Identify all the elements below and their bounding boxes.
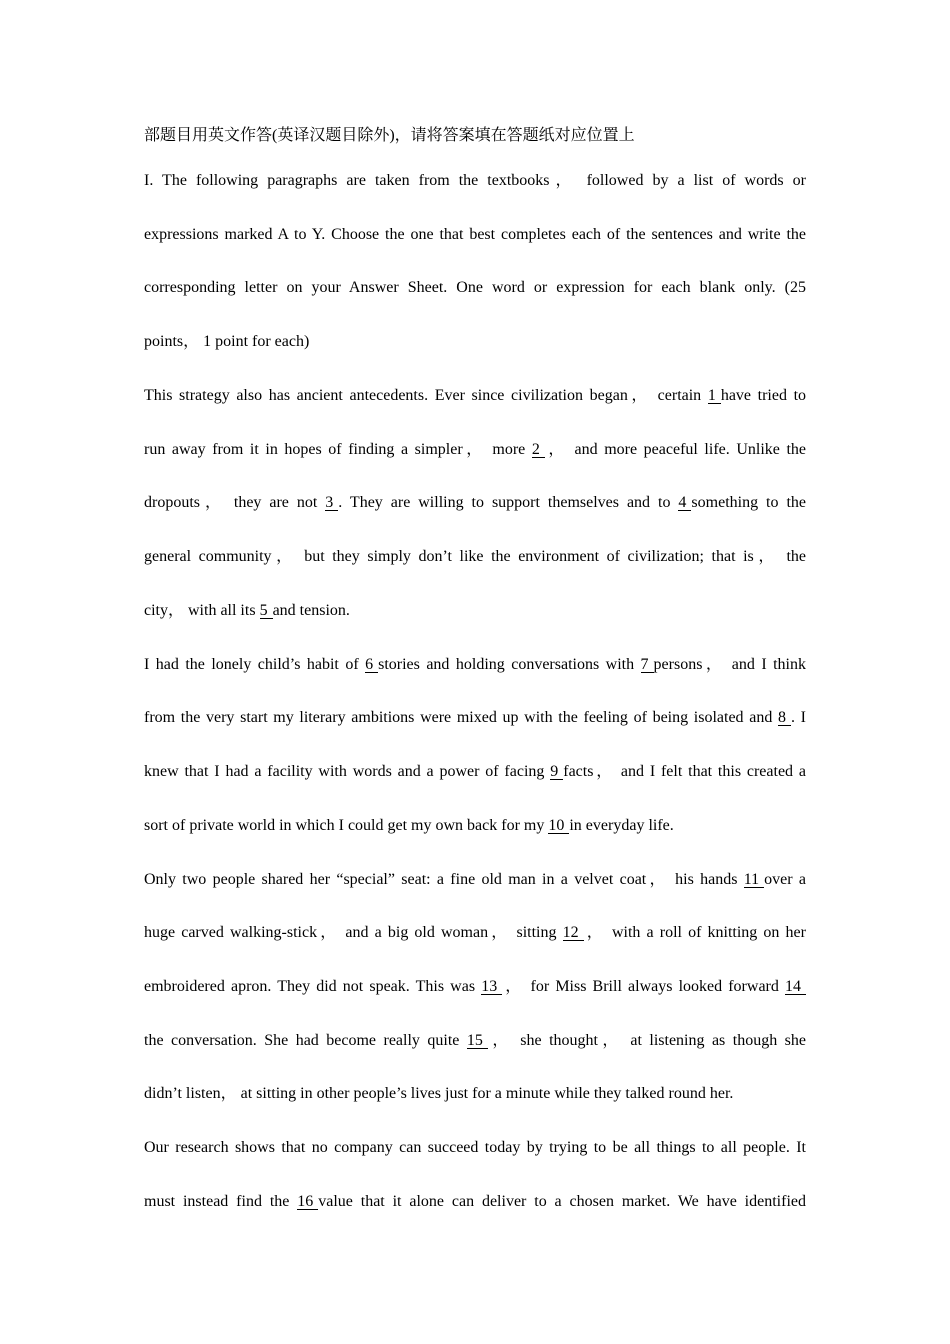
text-line — [144, 530, 806, 584]
text-line — [144, 906, 806, 960]
text-run: and tension. — [272, 601, 350, 619]
document-body — [144, 154, 806, 1229]
text-run: didn’t listen， at sitting in other people’s lives just for a minute while they talked round her. — [144, 1085, 734, 1103]
text-run: value that it alone can deliver to a chosen market. We have identified — [318, 1192, 806, 1210]
text-line — [144, 154, 806, 208]
text-line — [144, 691, 806, 745]
blank-number: 10 — [548, 818, 569, 834]
text-run: knew that I had a facility with words and a power of facing — [144, 763, 551, 781]
text-line — [144, 369, 806, 423]
text-run: ， she thought， at listening as though she — [487, 1031, 806, 1049]
blank-number: 11 — [744, 872, 764, 888]
text-run: general community， but they simply don’t like the environment of civilization; that is， the — [144, 548, 806, 566]
text-line — [144, 1175, 806, 1229]
text-run: stories and holding conversations with — [378, 655, 641, 673]
text-line — [144, 261, 806, 315]
text-run: ， for Miss Brill always looked forward — [502, 978, 785, 996]
text-run: persons， and I think — [653, 655, 806, 673]
paragraph-4 — [144, 853, 806, 1122]
text-run: corresponding letter on your Answer Sheet. One word or expression for each blank only. (25 — [144, 279, 806, 297]
text-line — [144, 1014, 806, 1068]
blank-number: 1 — [708, 388, 721, 404]
text-run: the conversation. She had become really quite — [144, 1031, 467, 1049]
blank-number: 6 — [365, 657, 378, 673]
blank-number: 12 — [563, 925, 584, 941]
text-run: dropouts， they are not — [144, 494, 326, 512]
text-run: Our research shows that no company can succeed today by trying to be all things to all people. It — [144, 1139, 806, 1157]
blank-number: 2 — [532, 442, 545, 458]
text-line — [144, 853, 806, 907]
text-run: I. The following paragraphs are taken from the textbooks， followed by a list of words or — [144, 172, 806, 189]
text-line — [144, 315, 806, 369]
text-run: must instead find the — [144, 1192, 298, 1210]
blank-number: 5 — [260, 603, 273, 619]
text-run: sort of private world in which I could get my own back for my — [144, 816, 549, 834]
text-line — [144, 799, 806, 853]
text-run: points， 1 point for each) — [144, 333, 310, 351]
text-run: in everyday life. — [569, 816, 674, 834]
blank-number: 15 — [467, 1033, 488, 1049]
blank-number: 9 — [550, 764, 563, 780]
text-run: facts， and I felt that this created a — [563, 763, 806, 781]
text-run: I had the lonely child’s habit of — [144, 655, 366, 673]
text-run: embroidered apron. They did not speak. This was — [144, 978, 482, 996]
text-line — [144, 423, 806, 477]
text-run: city， with all its — [144, 601, 260, 619]
text-line — [144, 1067, 806, 1121]
text-run: . I — [791, 709, 806, 727]
text-line — [144, 584, 806, 638]
blank-number: 13 — [481, 979, 502, 995]
text-line — [144, 745, 806, 799]
text-run: have tried to — [720, 386, 806, 404]
instruction-header: 部题目用英文作答(英译汉题目除外)，请将答案填在答题纸对应位置上 — [144, 127, 635, 144]
text-run: run away from it in hopes of finding a simpler， more — [144, 440, 532, 458]
blank-number: 7 — [641, 657, 654, 673]
text-run: something to the — [691, 494, 806, 512]
text-run: Only two people shared her “special” seat: a fine old man in a velvet coat， his hands — [144, 870, 744, 888]
text-run: ， and more peaceful life. Unlike the — [544, 440, 806, 458]
paragraph-3 — [144, 638, 806, 853]
blank-number: 14 — [785, 979, 806, 995]
text-run: over a — [764, 870, 806, 888]
blank-number: 3 — [325, 495, 338, 511]
text-run: . They are willing to support themselves and to — [338, 494, 679, 512]
blank-number: 4 — [678, 495, 691, 511]
paragraph-2 — [144, 369, 806, 638]
text-line — [144, 1121, 806, 1175]
blank-number: 8 — [778, 710, 791, 726]
text-run: from the very start my literary ambitions were mixed up with the feeling of being isolated and — [144, 709, 779, 727]
paragraph-1 — [144, 154, 806, 369]
text-line — [144, 638, 806, 692]
blank-number: 16 — [297, 1194, 318, 1210]
text-line — [144, 476, 806, 530]
text-run: expressions marked A to Y. Choose the one that best completes each of the sentences and write the — [144, 225, 806, 243]
text-run: ， with a roll of knitting on her — [583, 924, 806, 942]
text-run: huge carved walking-stick， and a big old woman， sitting — [144, 924, 563, 942]
paragraph-5 — [144, 1121, 806, 1228]
text-line — [144, 208, 806, 262]
text-line — [144, 960, 806, 1014]
text-run: This strategy also has ancient antecedents. Ever since civilization began， certain — [144, 386, 708, 404]
